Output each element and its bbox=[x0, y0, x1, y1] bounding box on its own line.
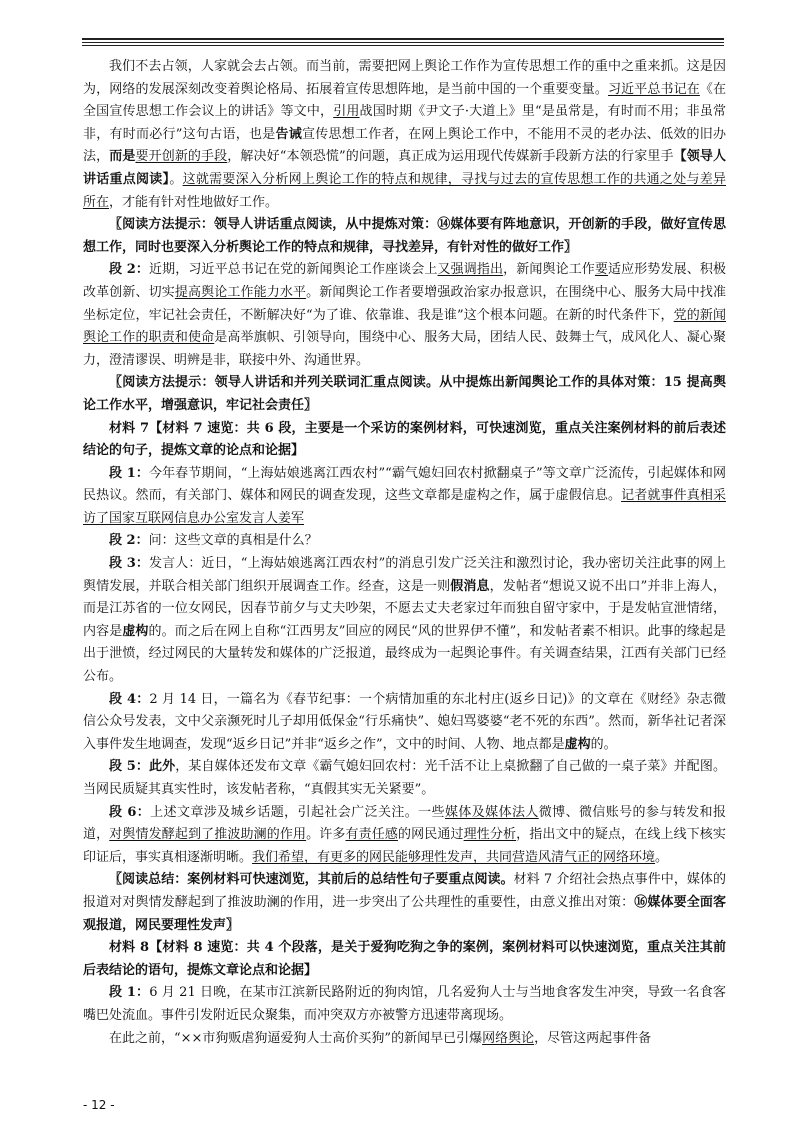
material-7-segment-2: 段 2：问：这些文章的真相是什么？ bbox=[109, 533, 318, 549]
material-8-segment-1: 段 1：6 月 21 日晚，在某市江滨新民路附近的狗肉馆，几名爱狗人士与当地食客发生冲突，导致一名食客嘴巴处流血。事件引发附近民众聚集，而冲突双方亦被警方迅速带离现场。 bbox=[83, 985, 726, 1023]
reading-tip-2: 〖阅读方法提示：领导人讲话和并列关联词汇重点阅读。从中提炼出新闻舆论工作的具体对策：15 提高舆论工作水平，增强意识，牢记社会责任〗 bbox=[83, 375, 726, 413]
page-number: - 12 - bbox=[83, 1098, 115, 1112]
material-7-segment-1: 段 1：今年春节期间，“上海姑娘逃离江西农村”“霸气媳妇回农村掀翻桌子”等文章广泛流传，引起媒体和网民热议。然而，有关部门、媒体和网民的调查发现，这些文章都是虚构之作，属于虚假信息。记者就事件真相采访了国家互联网信息办公室发言人姜军 bbox=[83, 465, 726, 526]
material-8-paragraph-2: 在此之前，“××市狗贩虐狗逼爱狗人士高价买狗”的新闻早已引爆网络舆论，尽管这两起事件备 bbox=[109, 1030, 652, 1046]
material-8-heading: 材料 8【材料 8 速览：共 4 个段落，是关于爱狗吃狗之争的案例，案例材料可以快速浏览，重点关注其前后表结论的语句，提炼文章论点和论据】 bbox=[83, 940, 726, 978]
material-7-segment-3: 段 3：发言人：近日，“上海姑娘逃离江西农村”的消息引发广泛关注和激烈讨论，我办密切关注此事的网上舆情发展，并联合相关部门组织开展调查工作。经查，这是一则假消息，发帖者“想说又说不出口”并非上海人，而是江苏省的一位女网民，因春节前夕与丈夫吵架，不愿去丈夫老家过年而独自留守家中，于是发帖宣泄情绪，内容是虚构的。而之后在网上自称“江西男友”回应的网民“风的世界伊不懂”，和发帖者素不相识。此事的缘起是出于泄愤，经过网民的大量转发和媒体的广泛报道，最终成为一起舆论事件。有关调查结果，江西有关部门已经公布。 bbox=[83, 556, 726, 685]
paragraph-intro: 我们不去占领，人家就会去占领。而当前，需要把网上舆论工作作为宣传思想工作的重中之重来抓。这是因为，网络的发展深刻改变着舆论格局、拓展着宣传思想阵地，是当前中国的一个重要变量。习近平总书记在《在全国宣传思想工作会议上的讲话》等文中，引用战国时期《尹文子·大道上》里“是虽常是，有时而不用；非虽常非，有时而必行”这句古语，也是告诫宣传思想工作者，在网上舆论工作中，不能用不灵的老办法、低效的旧办法，而是要开创新的手段，解决好“本领恐慌”的问题，真正成为运用现代传媒新手段新方法的行家里手【领导人讲话重点阅读】。这就需要深入分析网上舆论工作的特点和规律，寻找与过去的宣传思想工作的共通之处与差异所在，才能有针对性地做好工作。 bbox=[83, 59, 726, 210]
document-body bbox=[83, 56, 726, 1050]
material-7-heading: 材料 7【材料 7 速览：共 6 段，主要是一个采访的案例材料，可快速浏览，重点关注案例材料的前后表述结论的句子，提炼文章的论点和论据】 bbox=[83, 420, 726, 459]
header-rules bbox=[82, 38, 724, 48]
reading-tip-1: 〖阅读方法提示：领导人讲话重点阅读，从中提炼对策：⑭媒体要有阵地意识，开创新的手段，做好宣传思想工作，同时也要深入分析舆论工作的特点和规律，寻找差异，有针对性的做好工作〗 bbox=[83, 217, 726, 255]
material-7-segment-6: 段 6：上述文章涉及城乡话题，引起社会广泛关注。一些媒体及媒体法人微博、微信账号的参与转发和报道，对舆情发酵起到了推波助澜的作用。许多有责任感的网民通过理性分析，指出文中的疑点，在线上线下核实印证后，事实真相逐渐明晰。我们希望，有更多的网民能够理性发声，共同营造风清气正的网络环境。 bbox=[83, 804, 726, 865]
material-7-segment-4: 段 4：2 月 14 日，一篇名为《春节纪事：一个病情加重的东北村庄(返乡日记)》的文章在《财经》杂志微信公众号发表，文中父亲濒死时儿子却用低保金“行乐痛快”、媳妇骂婆婆“老不死的东西”。然而，新华社记者深入事件发生地调查，发现“返乡日记”并非“返乡之作”，文中的时间、人物、地点都是虚构的。 bbox=[83, 691, 726, 752]
reading-summary-3: 〖阅读总结：案例材料可快速浏览，其前后的总结性句子要重点阅读。材料 7 介绍社会热点事件中，媒体的报道对对舆情发酵起到了推波助澜的作用，进一步突出了公共理性的重要性，由意义推出对策：⑯媒体要全面客观报道，网民要理性发声〗 bbox=[83, 872, 726, 933]
paragraph-segment-2: 段 2：近期，习近平总书记在党的新闻舆论工作座谈会上又强调指出，新闻舆论工作要适应形势发展、积极改革创新、切实提高舆论工作能力水平。新闻舆论工作者要增强政治家办报意识，在围绕中心、服务大局中找准坐标定位，牢记社会责任，不断解决好“为了谁、依靠谁、我是谁”这个根本问题。在新的时代条件下，党的新闻舆论工作的职责和使命是高举旗帜、引领导向，围绕中心、服务大局，团结人民、鼓舞士气，成风化人、凝心聚力，澄清谬误、明辨是非，联接中外、沟通世界。 bbox=[83, 262, 726, 368]
material-7-segment-5: 段 5：此外，某自媒体还发布文章《霸气媳妇回农村：光千活不让上桌掀翻了自己做的一桌子菜》并配图。当网民质疑其真实性时，该发帖者称，“真假其实无关紧要”。 bbox=[83, 759, 726, 797]
